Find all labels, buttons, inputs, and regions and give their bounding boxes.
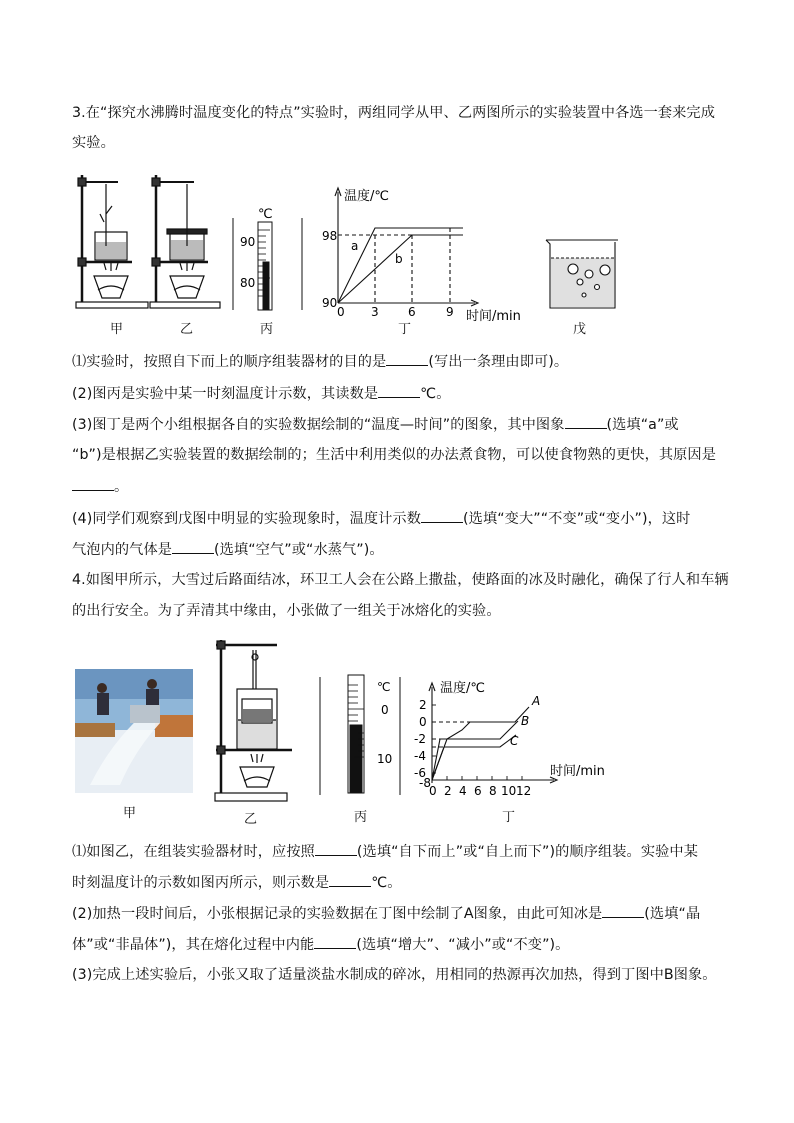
q3-graph-ylabel: 温度/℃ bbox=[344, 189, 389, 204]
q4-thermo-unit: ℃ bbox=[377, 680, 391, 694]
q3-thermo-tick-80: 80 bbox=[240, 276, 256, 290]
q3-part3-line3: 。 bbox=[72, 476, 128, 497]
q3-graph-y90: 90 bbox=[322, 296, 338, 310]
q3-part4-line2: 气泡内的气体是 (选填“空气”或“水蒸气”)。 bbox=[72, 539, 384, 560]
q3-blank-1[interactable] bbox=[386, 351, 428, 366]
q3-caption-jia: 甲 bbox=[110, 322, 124, 337]
q4-caption-ding: 丁 bbox=[502, 810, 516, 825]
q3-graph-x3: 3 bbox=[371, 305, 379, 319]
q3-blank-2[interactable] bbox=[378, 383, 420, 398]
q4-thermo-tick-10: 10 bbox=[377, 752, 393, 766]
q4-photo-jia bbox=[75, 669, 193, 793]
q3-curve-b-label: b bbox=[395, 252, 403, 266]
q3-graph-x6: 6 bbox=[408, 305, 416, 319]
q3-part1: ⑴实验时，按照自下而上的顺序组装器材的目的是 (写出一条理由即可)。 bbox=[72, 351, 568, 372]
q4-stem-line2: 的出行安全。为了弄清其中缘由，小张做了一组关于冰熔化的实验。 bbox=[72, 603, 501, 619]
q4-graph-x2: 2 bbox=[444, 784, 452, 798]
q4-part1-line2: 时刻温度计的示数如图丙所示，则示数是 ℃。 bbox=[72, 872, 402, 893]
q4-graph-y0: 0 bbox=[419, 715, 427, 729]
q3-caption-ding: 丁 bbox=[398, 322, 412, 337]
q3-blank-4[interactable] bbox=[72, 476, 114, 491]
q4-stem-line1: 4.如图甲所示，大雪过后路面结冰，环卫工人会在公路上撒盐，使路面的冰及时融化，确保了行人和车辆 bbox=[72, 572, 729, 588]
q3-part4-line1: (4)同学们观察到戊图中明显的实验现象时，温度计示数 (选填“变大”“不变”或“变小”)，这时 bbox=[72, 508, 690, 529]
q4-blank-4[interactable] bbox=[314, 934, 356, 949]
q3-graph-xlabel: 时间/min bbox=[466, 309, 521, 324]
q3-stem-line1: 3.在“探究水沸腾时温度变化的特点”实验时，两组同学从甲、乙两图所示的实验装置中各选一套来完成 bbox=[72, 105, 716, 121]
q4-graph-x0: 0 bbox=[429, 784, 437, 798]
q3-apparatus-jia bbox=[76, 175, 148, 308]
q4-figures bbox=[70, 635, 630, 810]
q4-graph-x6: 6 bbox=[474, 784, 482, 798]
q4-part3: (3)完成上述实验后，小张又取了适量淡盐水制成的碎冰，用相同的热源再次加热，得到丁图中B图象。 bbox=[72, 967, 717, 983]
q4-part2-line1: (2)加热一段时间后，小张根据记录的实验数据在丁图中绘制了A图象，由此可知冰是 (选填“晶 bbox=[72, 903, 700, 924]
q3-blank-3[interactable] bbox=[565, 414, 607, 429]
q3-figures bbox=[70, 170, 630, 340]
q3-graph-y98: 98 bbox=[322, 229, 338, 243]
q4-graph-x4: 4 bbox=[459, 784, 467, 798]
q4-graph-x8: 8 bbox=[489, 784, 497, 798]
q4-graph-xlabel: 时间/min bbox=[550, 764, 605, 779]
q3-graph-x9: 9 bbox=[446, 305, 454, 319]
q3-blank-6[interactable] bbox=[172, 539, 214, 554]
q3-thermometer bbox=[233, 218, 302, 310]
q4-caption-bing: 丙 bbox=[354, 810, 368, 825]
q4-curve-B-label: B bbox=[521, 714, 530, 728]
q4-graph-ym4: -4 bbox=[414, 749, 426, 763]
q4-graph-x10: 10 bbox=[501, 784, 517, 798]
q4-graph-y2: 2 bbox=[419, 698, 427, 712]
q4-curve-C-label: C bbox=[510, 734, 519, 748]
q4-graph-ym6: -6 bbox=[414, 766, 426, 780]
q4-graph-x12: 12 bbox=[516, 784, 532, 798]
q4-apparatus-yi bbox=[215, 640, 292, 801]
q3-apparatus-yi bbox=[150, 175, 220, 308]
q3-caption-yi: 乙 bbox=[180, 322, 194, 337]
q3-part3-line2: “b”)是根据乙实验装置的数据绘制的；生活中利用类似的办法煮食物，可以使食物熟的更快，其原因是 bbox=[72, 447, 717, 463]
q4-graph-ylabel: 温度/℃ bbox=[440, 681, 485, 696]
q3-curve-a-label: a bbox=[351, 239, 359, 253]
q3-thermo-unit: ℃ bbox=[258, 207, 273, 222]
q4-blank-1[interactable] bbox=[315, 841, 357, 856]
q4-caption-jia: 甲 bbox=[123, 806, 137, 821]
q3-stem-line2: 实验。 bbox=[72, 135, 115, 151]
q4-thermo-tick-0: 0 bbox=[381, 703, 389, 717]
q3-blank-5[interactable] bbox=[421, 508, 463, 523]
q3-caption-bing: 丙 bbox=[260, 322, 274, 337]
q4-caption-yi: 乙 bbox=[244, 812, 258, 827]
q3-thermo-tick-90: 90 bbox=[240, 235, 256, 249]
q4-curve-A-label: A bbox=[532, 694, 541, 708]
q3-part2: (2)图丙是实验中某一时刻温度计示数，其读数是 ℃。 bbox=[72, 383, 450, 404]
q4-blank-3[interactable] bbox=[602, 903, 644, 918]
q4-blank-2[interactable] bbox=[329, 872, 371, 887]
q3-graph-x0: 0 bbox=[337, 305, 345, 319]
q3-caption-wu: 戊 bbox=[573, 322, 587, 337]
q4-graph-ym2: -2 bbox=[414, 732, 426, 746]
q4-part2-line2: 体”或“非晶体”)，其在熔化过程中内能 (选填“增大”、“减小”或“不变”)。 bbox=[72, 934, 569, 955]
q4-part1-line1: ⑴如图乙，在组装实验器材时，应按照 (选填“自下而上”或“自上而下”)的顺序组装。实验中某 bbox=[72, 841, 698, 862]
q3-beaker-wu bbox=[546, 240, 618, 308]
q3-part3-line1: (3)图丁是两个小组根据各自的实验数据绘制的“温度—时间”的图象，其中图象 (选填“a”或 bbox=[72, 414, 679, 435]
q4-graph-ym8: -8 bbox=[419, 776, 431, 790]
